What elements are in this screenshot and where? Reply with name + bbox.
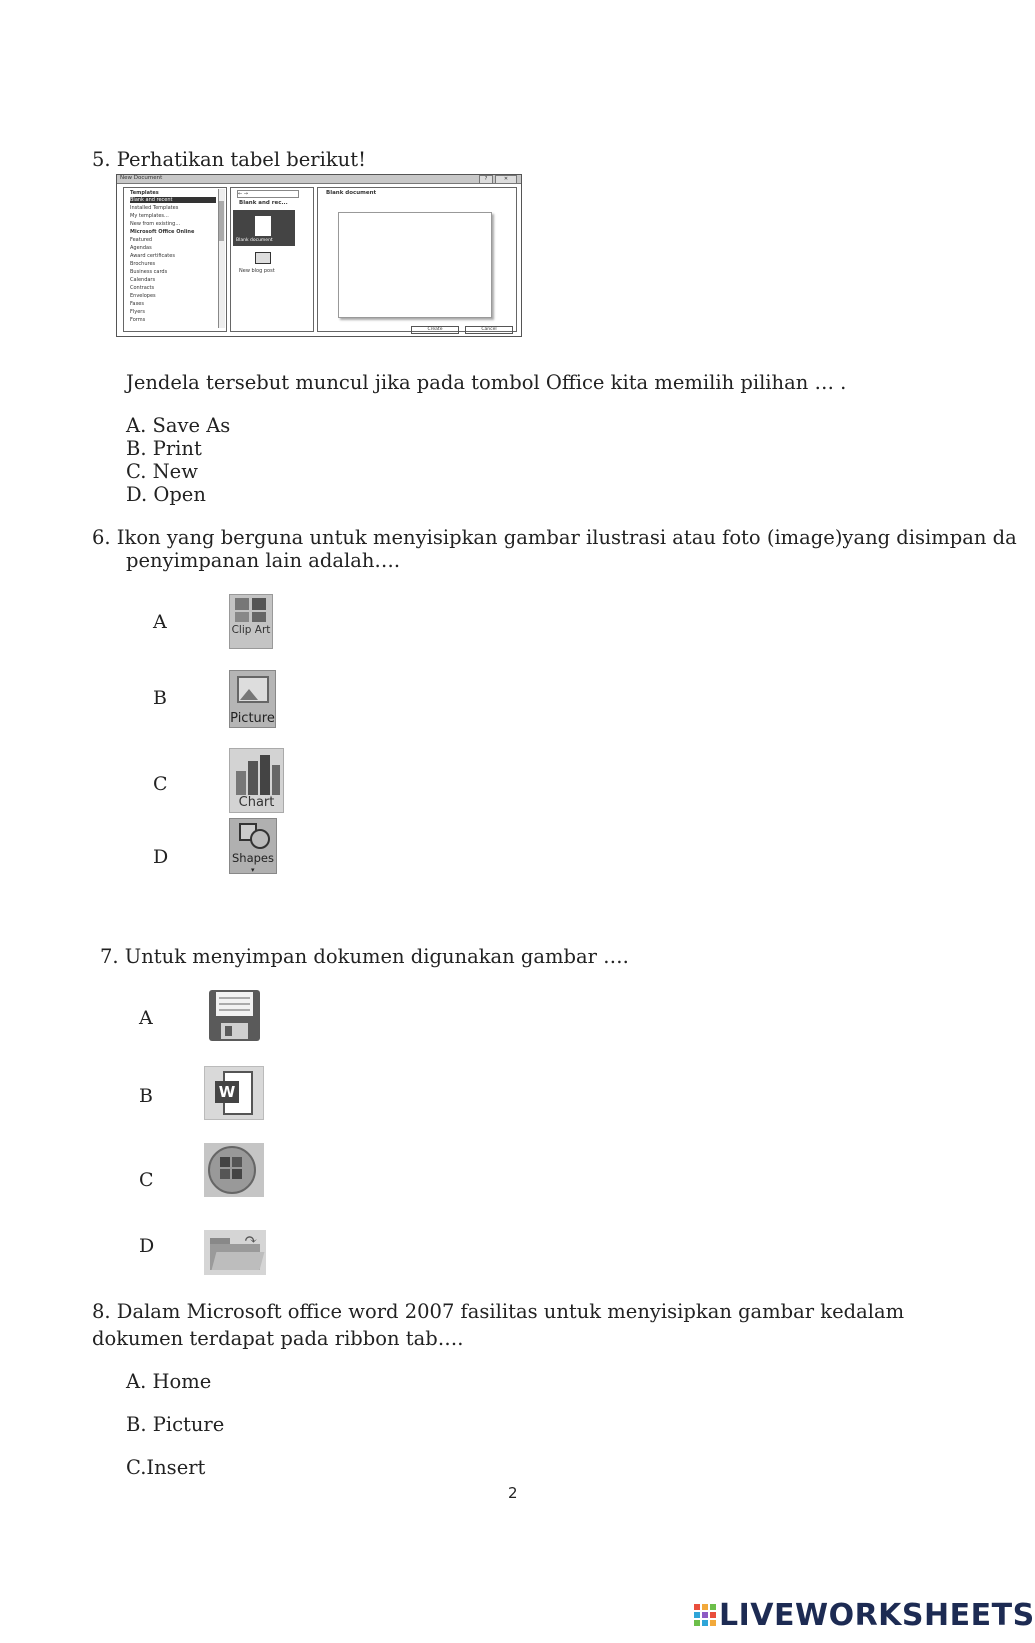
q8-option-a: A. Home <box>126 1370 212 1393</box>
q8-option-b: B. Picture <box>126 1413 225 1436</box>
chart-label: Chart <box>238 795 275 810</box>
q8-line1: 8. Dalam Microsoft office word 2007 fasilitas untuk menyisipkan gambar kedalam <box>92 1300 905 1323</box>
office-button-icon <box>204 1143 264 1197</box>
template-item: Flyers <box>130 309 145 315</box>
template-item: Brochures <box>130 261 156 267</box>
template-item: Award certificates <box>130 253 175 259</box>
blank-recent-pane <box>230 187 314 332</box>
tile-label: Blank document <box>236 238 273 243</box>
template-item: Agendas <box>130 245 152 251</box>
template-item: Microsoft Office Online <box>130 229 195 235</box>
q6-letter-c: C <box>153 773 168 795</box>
forward-icon: → <box>243 191 248 197</box>
template-item: New from existing... <box>130 221 181 227</box>
nav-bar <box>237 190 299 198</box>
q5-text: 5. Perhatikan tabel berikut! <box>92 148 366 171</box>
back-icon: ← <box>238 191 243 197</box>
scrollbar <box>218 189 225 328</box>
create-button: Create <box>411 326 459 334</box>
q5-option-c: C. New <box>126 460 198 483</box>
dialog-title: New Document <box>120 175 163 181</box>
picture-icon <box>229 670 276 728</box>
q7-letter-c: C <box>139 1169 154 1191</box>
dialog-titlebar <box>117 175 521 184</box>
q6-line1: 6. Ikon yang berguna untuk menyisipkan gambar ilustrasi atau foto (image)yang disimpan da <box>92 526 1017 549</box>
template-item: Installed Templates <box>130 205 179 211</box>
word-document-icon: W <box>204 1066 264 1120</box>
q6-letter-d: D <box>153 846 169 868</box>
q7-letter-a: A <box>139 1007 153 1029</box>
liveworksheets-brand: LIVEWORKSHEETS <box>719 1598 1035 1633</box>
template-item: My templates... <box>130 213 169 219</box>
preview-header: Blank document <box>326 190 377 196</box>
q8-option-c: C.Insert <box>126 1456 206 1479</box>
new-document-dialog <box>116 174 522 337</box>
blank-document-tile <box>233 210 295 246</box>
liveworksheets-logo-icon <box>694 1604 716 1630</box>
clip-art-icon <box>229 594 273 649</box>
template-item: Business cards <box>130 269 168 275</box>
mid-header: Blank and rec... <box>239 200 288 206</box>
templates-header: Templates <box>130 190 159 196</box>
templates-pane <box>123 187 227 332</box>
template-item: Blank and recent <box>130 197 216 203</box>
document-icon <box>255 216 271 236</box>
picture-label: Picture <box>230 711 275 726</box>
blog-post-label: New blog post <box>239 268 275 274</box>
cancel-button: Cancel <box>465 326 513 334</box>
floppy-disk-icon <box>209 990 260 1041</box>
q6-line2: penyimpanan lain adalah…. <box>126 549 401 572</box>
q5-prompt: Jendela tersebut muncul jika pada tombol Office kita memilih pilihan … . <box>126 371 847 394</box>
dropdown-arrow-icon: ▾ <box>251 866 255 874</box>
q6-letter-b: B <box>153 687 167 709</box>
preview-pane <box>317 187 517 332</box>
open-folder-icon: ↷ <box>204 1230 266 1275</box>
shapes-label: Shapes <box>231 851 274 865</box>
template-item: Faxes <box>130 301 144 307</box>
q7-letter-d: D <box>139 1235 155 1257</box>
template-item: Featured <box>130 237 153 243</box>
template-item: Forms <box>130 317 146 323</box>
chart-icon <box>229 748 284 813</box>
q6-letter-a: A <box>153 611 167 633</box>
template-item: Calendars <box>130 277 156 283</box>
close-icon: ✕ <box>495 175 517 184</box>
q5-option-b: B. Print <box>126 437 202 460</box>
blog-post-icon <box>255 252 271 264</box>
page-number: 2 <box>508 1484 518 1502</box>
q5-option-d: D. Open <box>126 483 206 506</box>
q7-text: 7. Untuk menyimpan dokumen digunakan gambar …. <box>100 945 629 968</box>
template-item: Envelopes <box>130 293 156 299</box>
q7-letter-b: B <box>139 1085 153 1107</box>
q8-line2: dokumen terdapat pada ribbon tab…. <box>92 1327 464 1350</box>
clip-art-label: Clip Art <box>231 624 271 636</box>
help-icon: ? <box>479 175 493 184</box>
q5-option-a: A. Save As <box>126 414 231 437</box>
shapes-icon <box>229 818 277 874</box>
document-preview <box>338 212 492 318</box>
template-item: Contracts <box>130 285 155 291</box>
